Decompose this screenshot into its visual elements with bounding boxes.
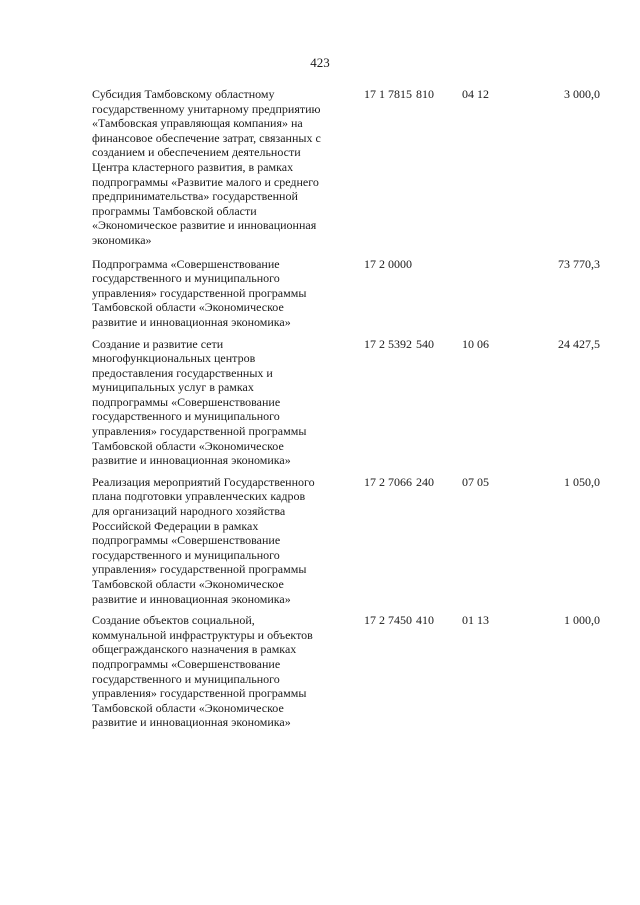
row-name-line: Подпрограмма «Совершенствование — [92, 256, 280, 271]
row-name — [92, 613, 354, 730]
row-name-line: программы Тамбовской области — [92, 203, 257, 218]
row-sum: 3 000,0 — [564, 87, 600, 101]
row-name-line: Реализация мероприятий Государственного — [92, 474, 315, 489]
row-name-line: для организаций народного хозяйства — [92, 504, 286, 519]
row-csr-code: 17 2 0000 — [364, 256, 412, 271]
table-row — [92, 257, 600, 330]
row-name-line: управления» государственной программы — [92, 562, 307, 577]
row-name-line: Российской Федерации в рамках — [92, 518, 259, 533]
row-sum: 1 050,0 — [564, 474, 600, 489]
row-name-line: государственного и муниципального — [92, 547, 280, 562]
table-row — [92, 87, 600, 248]
row-csr-code: 17 1 7815 — [364, 87, 412, 101]
table-row — [92, 337, 600, 468]
row-name-line: предпринимательства» государственной — [92, 189, 298, 204]
row-name-line: развитие и инновационная экономика» — [92, 453, 291, 468]
row-name-line: развитие и инновационная экономика» — [92, 314, 291, 329]
row-name-line: Центра кластерного развития, в рамках — [92, 159, 294, 174]
row-vr-code: 240 — [416, 474, 434, 489]
row-csr-code: 17 2 7450 — [364, 613, 412, 628]
row-name-line: экономика» — [92, 232, 152, 247]
row-name-line: созданием и обеспечением деятельности — [92, 145, 301, 160]
row-name-line: плана подготовки управленческих кадров — [92, 489, 306, 504]
row-name-line: управления» государственной программы — [92, 424, 307, 439]
row-name-line: государственного и муниципального — [92, 671, 280, 686]
row-rpr-code: 07 05 — [462, 474, 489, 489]
row-name-line: подпрограммы «Совершенствование — [92, 533, 281, 548]
row-name-line: «Экономическое развитие и инновационная — [92, 218, 317, 233]
row-name-line: муниципальных услуг в рамках — [92, 380, 254, 395]
row-name — [92, 257, 354, 330]
row-name — [92, 337, 354, 468]
page-number: 423 — [310, 55, 330, 70]
row-name — [92, 87, 354, 248]
row-name-line: предоставления государственных и — [92, 365, 273, 380]
row-rpr-code: 10 06 — [462, 336, 489, 351]
row-name-line: Тамбовской области «Экономическое — [92, 438, 284, 453]
table-row — [92, 475, 600, 606]
row-name-line: финансовое обеспечение затрат, связанных с — [92, 130, 321, 145]
row-name-line: многофункциональных центров — [92, 351, 256, 366]
row-rpr-code: 01 13 — [462, 613, 489, 628]
row-name-line: государственного и муниципального — [92, 271, 280, 286]
row-name-line: Тамбовской области «Экономическое — [92, 577, 284, 591]
row-name-line: государственному унитарному предприятию — [92, 101, 321, 116]
row-name-line: Создание объектов социальной, — [92, 613, 255, 628]
row-name-line: «Тамбовская управляющая компания» на — [92, 116, 303, 131]
row-name-line: подпрограммы «Развитие малого и среднего — [92, 174, 319, 189]
row-name-line: Создание и развитие сети — [92, 336, 224, 351]
row-name-line: Тамбовской области «Экономическое — [92, 700, 284, 715]
row-name-line: государственного и муниципального — [92, 409, 280, 424]
row-vr-code: 410 — [416, 613, 434, 628]
row-name — [92, 475, 354, 606]
row-rpr-code: 04 12 — [462, 87, 489, 101]
row-name-line: управления» государственной программы — [92, 285, 307, 300]
row-name-line: управления» государственной программы — [92, 686, 307, 701]
row-name-line: общегражданского назначения в рамках — [92, 642, 297, 657]
row-name-line: Тамбовской области «Экономическое — [92, 300, 284, 315]
row-sum: 73 770,3 — [558, 256, 600, 271]
row-name-line: подпрограммы «Совершенствование — [92, 656, 281, 671]
table-row — [92, 613, 600, 730]
row-name-line: коммунальной инфраструктуры и объектов — [92, 627, 313, 642]
row-sum: 24 427,5 — [558, 336, 600, 351]
row-sum: 1 000,0 — [564, 613, 600, 628]
row-csr-code: 17 2 5392 — [364, 336, 412, 351]
row-name-line: Субсидия Тамбовскому областному — [92, 87, 275, 101]
row-vr-code: 810 — [416, 87, 434, 101]
row-name-line: развитие и инновационная экономика» — [92, 715, 291, 730]
row-name-line: развитие и инновационная экономика» — [92, 591, 291, 606]
row-csr-code: 17 2 7066 — [364, 474, 412, 489]
row-name-line: подпрограммы «Совершенствование — [92, 394, 281, 409]
budget-table — [92, 87, 600, 737]
row-vr-code: 540 — [416, 336, 434, 351]
